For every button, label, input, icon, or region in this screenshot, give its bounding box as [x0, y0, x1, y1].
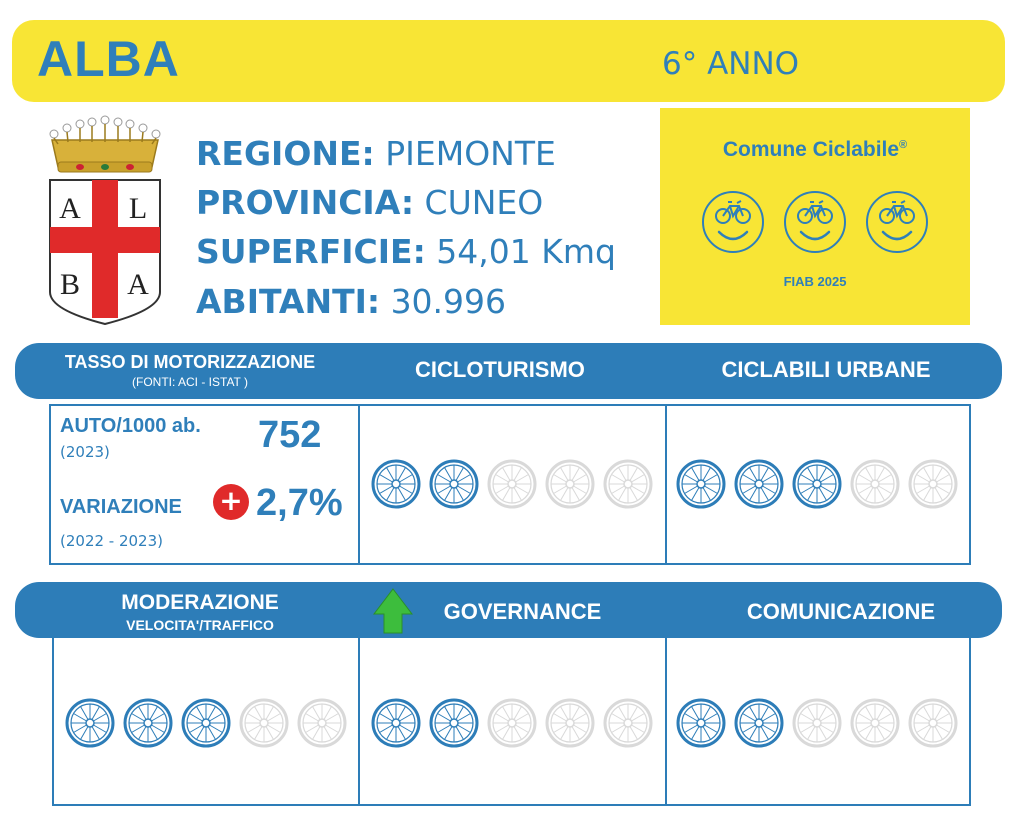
year-label: 6° ANNO	[662, 46, 800, 82]
wheel-icon-empty	[849, 458, 899, 508]
badge-smileys	[660, 186, 970, 261]
rating-moderazione	[64, 697, 354, 751]
rating-comunicazione	[675, 697, 965, 751]
abitanti-label: ABITANTI:	[196, 282, 381, 321]
city-crest-icon	[40, 112, 170, 327]
wheel-icon-empty	[544, 697, 594, 747]
wheel-icon-filled	[370, 458, 420, 508]
superficie-value: 54,01 Kmq	[436, 232, 616, 271]
bike-smiley-icon	[785, 192, 845, 252]
wheel-icon-filled	[733, 697, 783, 747]
wheel-icon-filled	[64, 697, 114, 747]
badge-title: Comune Ciclabile®	[722, 138, 908, 161]
wheel-icon-empty	[544, 458, 594, 508]
motorization-sources: (FONTI: ACI - ISTAT )	[132, 375, 248, 389]
wheel-icon-empty	[602, 458, 652, 508]
wheel-icon-filled	[428, 458, 478, 508]
wheel-icon-filled	[370, 697, 420, 747]
crown-icon	[50, 116, 160, 172]
crest-letter-2: L	[128, 192, 148, 225]
wheel-icon-empty	[791, 697, 841, 747]
governance-title: GOVERNANCE	[443, 599, 602, 624]
plus-icon: +	[213, 484, 249, 520]
variazione-years: (2022 - 2023)	[60, 532, 164, 550]
crest-letter-4: A	[127, 268, 149, 301]
wheel-icon-filled	[791, 458, 841, 508]
wheel-icon-empty	[238, 697, 288, 747]
arrow-up-icon	[372, 586, 414, 636]
wheel-icon-empty	[907, 458, 957, 508]
abitanti-value: 30.996	[390, 282, 507, 321]
regione-label: REGIONE:	[196, 134, 375, 173]
wheel-icon-filled	[122, 697, 172, 747]
wheel-icon-filled	[675, 458, 725, 508]
rating-cicloturismo	[370, 458, 660, 512]
provincia-label: PROVINCIA:	[196, 183, 415, 222]
abitanti-row	[196, 282, 506, 321]
ciclabili-urbane-title: CICLABILI URBANE	[721, 357, 931, 382]
wheel-icon-filled	[180, 697, 230, 747]
variazione-label: VARIAZIONE	[60, 496, 182, 518]
crest-letter-3: B	[59, 268, 81, 301]
wheel-icon-empty	[602, 697, 652, 747]
provincia-value: CUNEO	[424, 183, 544, 222]
crest-letter-1: A	[59, 192, 81, 225]
wheel-icon-filled	[675, 697, 725, 747]
variazione-value: 2,7%	[256, 482, 343, 524]
wheel-icon-empty	[849, 697, 899, 747]
wheel-icon-filled	[733, 458, 783, 508]
regione-value: PIEMONTE	[385, 134, 556, 173]
regione-row	[196, 134, 556, 173]
auto-label: AUTO/1000 ab.	[60, 415, 201, 437]
motorization-title: TASSO DI MOTORIZZAZIONE	[64, 352, 316, 372]
rating-governance	[370, 697, 660, 751]
moderazione-title: MODERAZIONE	[121, 591, 279, 614]
provincia-row	[196, 183, 543, 222]
moderazione-subtitle: VELOCITA'/TRAFFICO	[126, 617, 274, 633]
wheel-icon-filled	[428, 697, 478, 747]
auto-year: (2023)	[60, 443, 110, 461]
superficie-row	[196, 232, 616, 271]
bike-smiley-icon	[867, 192, 927, 252]
rating-ciclabili-urbane	[675, 458, 965, 512]
wheel-icon-empty	[296, 697, 346, 747]
cicloturismo-title: CICLOTURISMO	[415, 357, 585, 382]
comunicazione-title: COMUNICAZIONE	[746, 599, 936, 624]
city-name: ALBA	[37, 31, 180, 87]
wheel-icon-empty	[486, 697, 536, 747]
wheel-icon-empty	[486, 458, 536, 508]
superficie-label: SUPERFICIE:	[196, 232, 426, 271]
wheel-icon-empty	[907, 697, 957, 747]
badge-year: FIAB 2025	[783, 274, 847, 289]
bike-smiley-icon	[703, 192, 763, 252]
auto-value: 752	[258, 414, 322, 456]
